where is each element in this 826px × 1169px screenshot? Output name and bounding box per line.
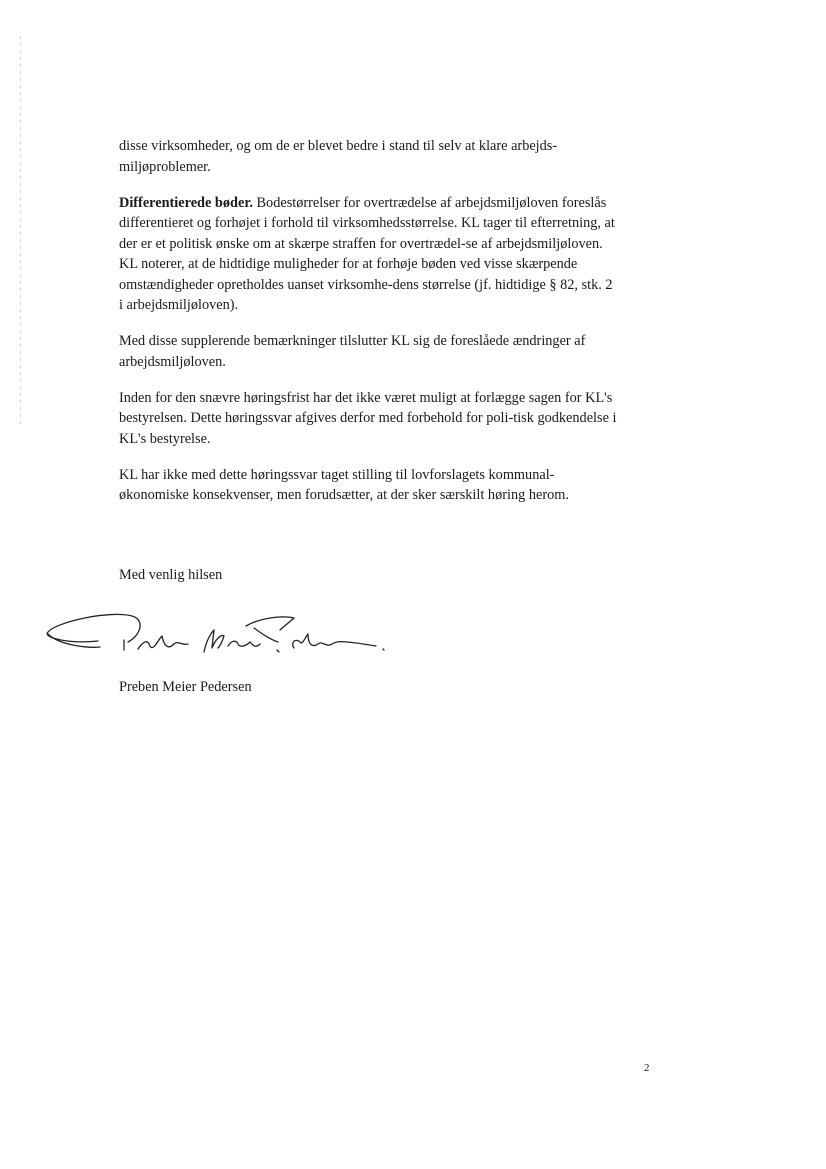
scan-edge-artifact	[20, 36, 21, 426]
paragraph-2	[119, 193, 619, 316]
letter-body	[119, 136, 619, 521]
paragraph-text: Inden for den snævre høringsfrist har det ikke været muligt at forlægge sagen for KL's bestyrelsen. Dette høringssvar afgives derfor med forbehold for poli-tisk godkendelse i KL's bestyrelse.	[119, 389, 617, 447]
signer-name: Preben Meier Pedersen	[119, 679, 252, 695]
handwritten-signature	[40, 606, 390, 668]
paragraph-1	[119, 136, 619, 177]
paragraph-lead: Differentierede bøder.	[119, 194, 253, 211]
paragraph-text: Med disse supplerende bemærkninger tilslutter KL sig de foreslåede ændringer af arbejdsmiljøloven.	[119, 333, 586, 370]
paragraph-3	[119, 331, 619, 372]
closing-salutation: Med venlig hilsen	[119, 567, 223, 583]
page-number: 2	[644, 1062, 650, 1074]
paragraph-5	[119, 465, 619, 506]
paragraph-text: KL har ikke med dette høringssvar taget stilling til lovforslagets kommunal-økonomiske konsekvenser, men forudsætter, at der sker særskilt høring herom.	[119, 466, 569, 503]
paragraph-4	[119, 388, 619, 450]
paragraph-text: Bodestørrelser for overtrædelse af arbejdsmiljøloven foreslås differentieret og forhøjet i forhold til virksomhedsstørrelse. KL tager til efterretning, at der er et politisk ønske om at skærpe straffen for overtrædel-se af arbejdsmiljøloven. KL noterer, at de hidtidige muligheder for at forhøje bøden ved visse skærpende omstændigheder opretholdes uanset virksomhe-dens størrelse (jf. hidtidige § 82, stk. 2 i arbejdsmiljøloven).	[119, 194, 615, 313]
paragraph-text: disse virksomheder, og om de er blevet bedre i stand til selv at klare arbejds-miljøproblemer.	[119, 138, 558, 175]
